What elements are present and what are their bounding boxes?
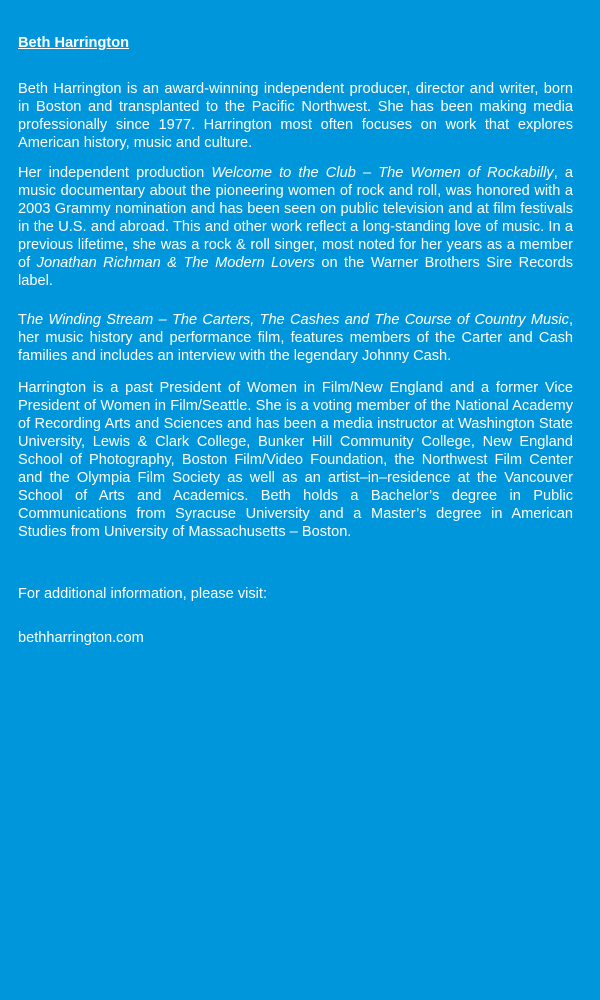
bio-paragraph-2-text-a: Her independent production bbox=[18, 165, 212, 181]
band-name: Jonathan Richman & The Modern Lovers bbox=[36, 255, 315, 271]
bio-paragraph-1: Beth Harrington is an award-winning independent producer, director and writer, born in Boston and transplanted to the Pacific Northwest. She has been making media professionally since 1977. Harrington most often focuses on work that explores American history, music and culture. bbox=[18, 81, 573, 151]
more-info-label: For additional information, please visit: bbox=[18, 586, 268, 602]
bio-paragraph-3-text-c: , her music history and performance film, features members of the Carter and Cash families and includes an interview with the legendary Johnny Cash. bbox=[18, 312, 573, 364]
website-link[interactable]: bethharrington.com bbox=[18, 630, 144, 646]
film-title-rockabilly: Welcome to the Club – The Women of Rockabilly bbox=[211, 165, 554, 181]
bio-paragraph-3-text-a: T bbox=[18, 312, 27, 328]
bio-paragraph-4: Harrington is a past President of Women in Film/New England and a former Vice President of Women in Film/Seattle. She is a voting member of the National Academy of Recording Arts and Sciences and has been a media instructor at Washington State University, Lewis & Clark College, Bunker Hill Community College, New England School of Photography, Boston Film/Video Foundation, the Northwest Film Center and the Olympia Film Society as well as an artist–in–residence at the Vancouver School of Arts and Academics. Beth holds a Bachelor’s degree in Public Communications from Syracuse University and a Master’s degree in American Studies from University of Massachusetts – Boston. bbox=[18, 380, 573, 540]
page-title[interactable]: Beth Harrington bbox=[18, 35, 130, 51]
bio-paragraph-2-text-c: , a music documentary about the pioneering women of rock and roll, was honored with a 2003 Grammy nomination and has been seen on public television and at film festivals in the U.S. and abroad. This and other work reflect a long-standing love of music. In a previous lifetime, she was a rock & roll singer, most noted for her years as a member of bbox=[18, 165, 573, 271]
film-title-winding-stream: he Winding Stream – The Carters, The Cashes and The Course of Country Music bbox=[26, 312, 569, 328]
bio-paragraph-2-text-e: on the Warner Brothers Sire Records label. bbox=[18, 255, 573, 289]
bio-paragraph-3 bbox=[18, 311, 573, 365]
bio-paragraph-2 bbox=[18, 164, 573, 290]
